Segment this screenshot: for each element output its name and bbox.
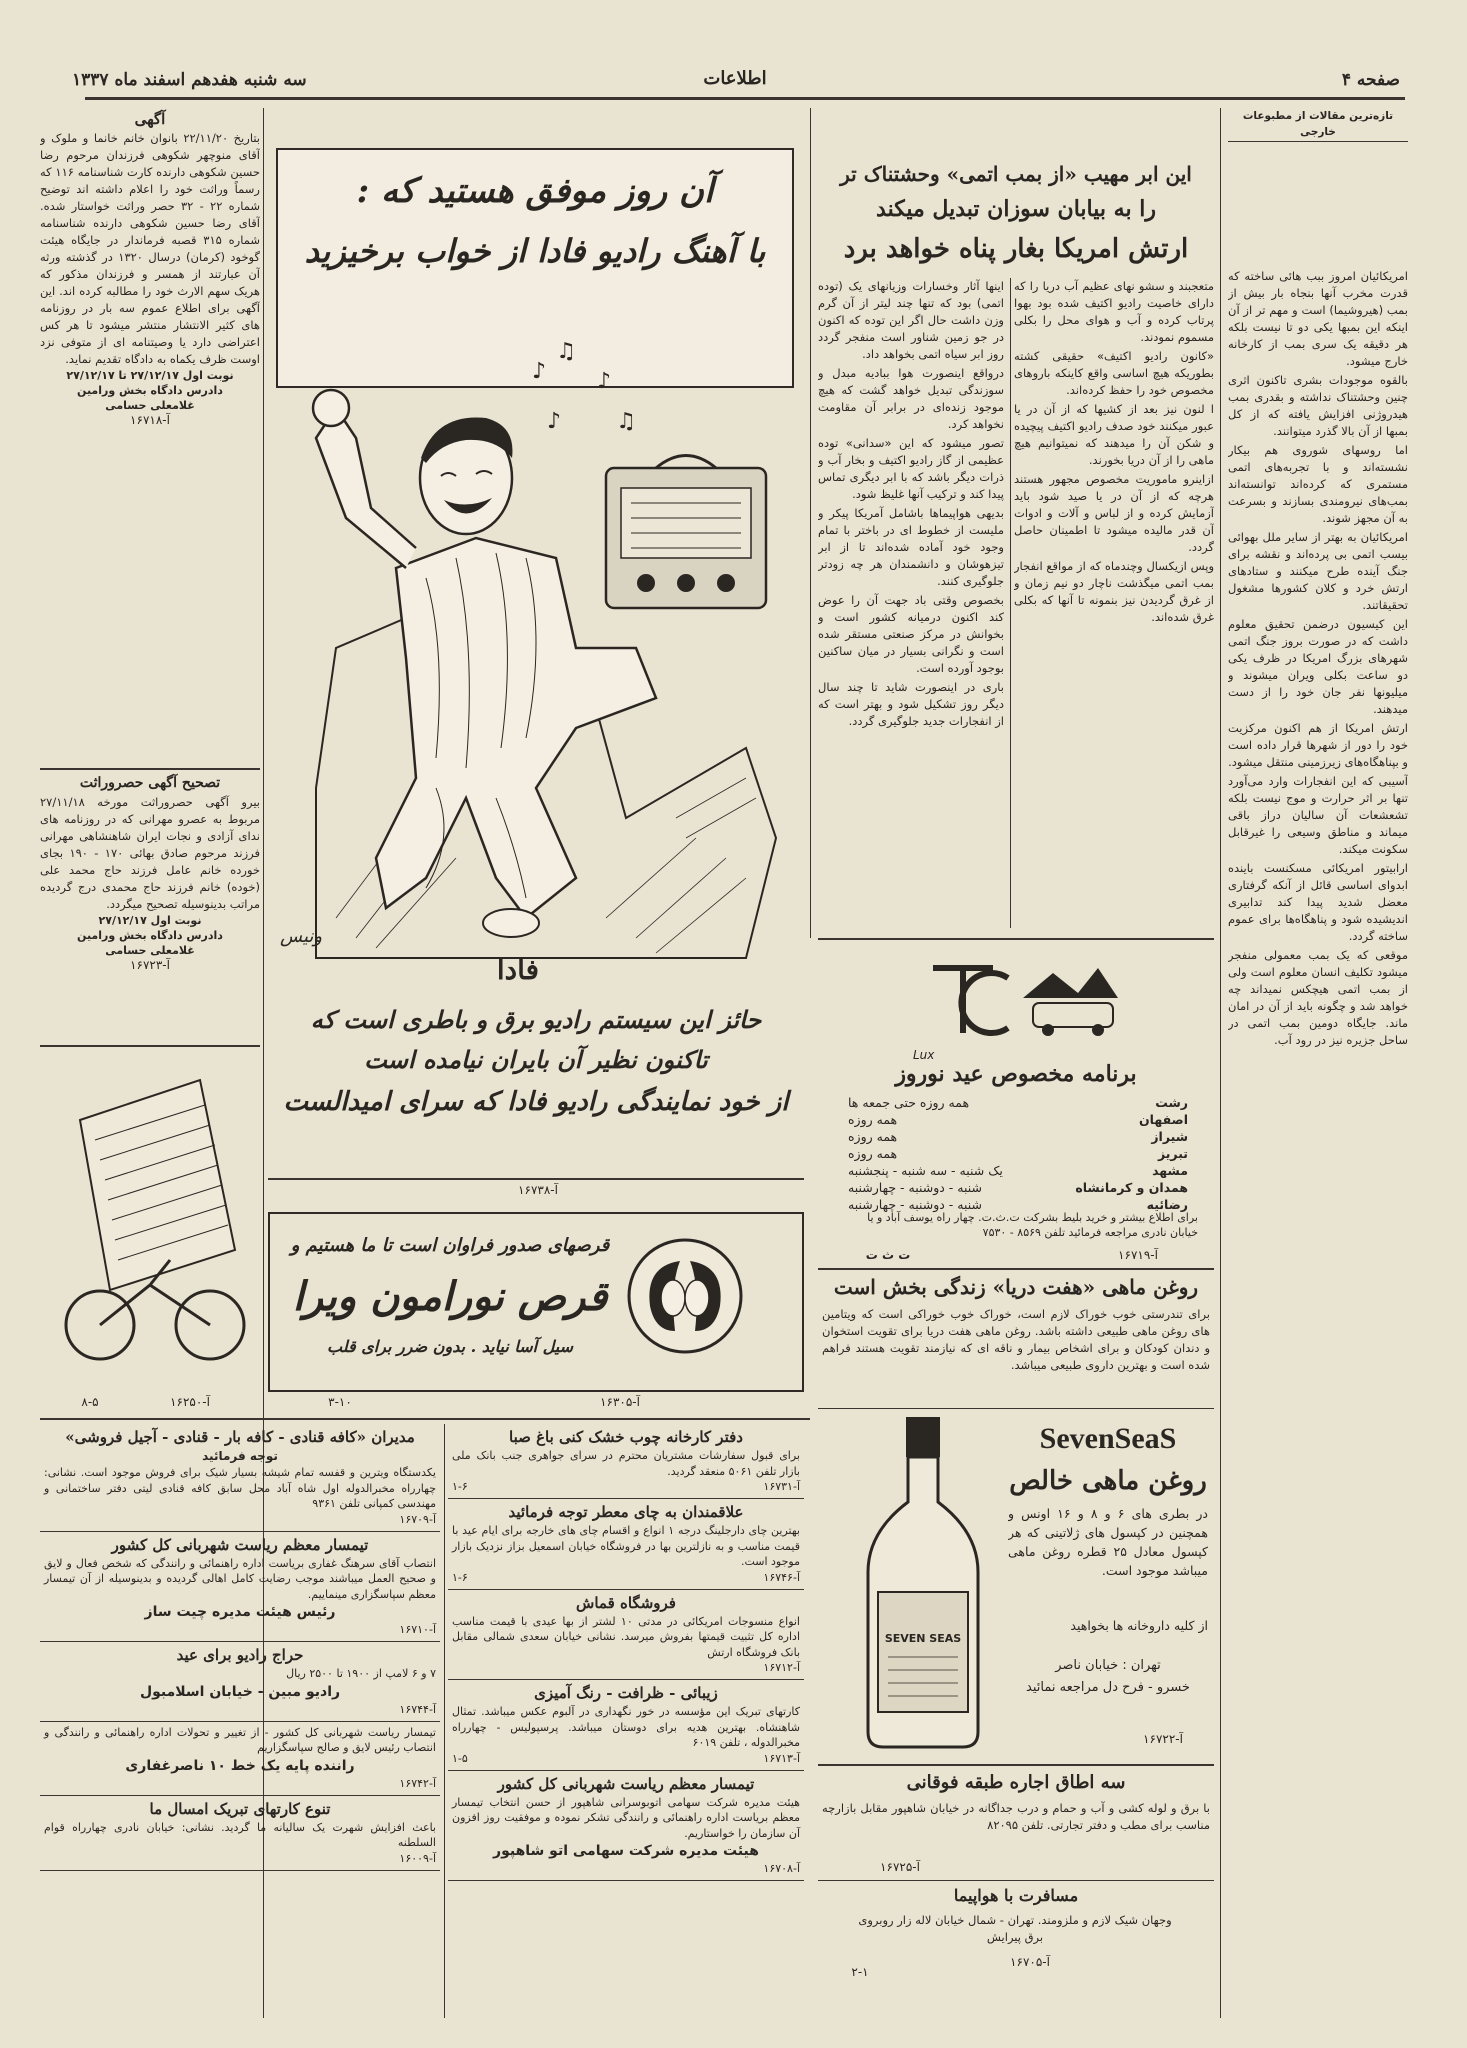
column-rule [1010, 278, 1011, 928]
ad-title: حراج رادیو برای عید [176, 1646, 304, 1664]
classified-ad [40, 1722, 440, 1796]
ad-codes [44, 1776, 436, 1791]
ad-code: آ-۱۶۷۰۵ [1010, 1955, 1050, 1969]
logo-caption: Lux [913, 1048, 935, 1062]
ad-body: هیئت مدیره شرکت سهامی اتوبوسرانی شاهپور از حسن انتخاب تیمسار معظم بریاست اداره راهنمائی و رانندگی تشکر نموده و موفقیت روز افزون آن سازمان را خواستاریم. [452, 1795, 800, 1840]
notice-sign: نوبت اول ۲۷/۱۲/۱۷ تا ۲۷/۱۲/۱۷ [66, 369, 234, 382]
ad-code: آ-۱۶۰۰۹ [399, 1851, 436, 1865]
section-rule [40, 1045, 260, 1047]
column-rule [1220, 108, 1221, 2018]
brand-name: فادا [496, 953, 540, 986]
schedule-days: شنبه - دوشنبه - چهارشنبه [848, 1197, 983, 1212]
schedule-days: همه روزه [848, 1112, 898, 1127]
paragraph: درواقع اینصورت هوا ببادیه مبدل و سوزندگی تبدیل خواهد گشت که هیچ موجود زنده‌ای در برابر آن مقاومت نخواهد کرد. [818, 366, 1004, 431]
address-line: تهران : خیابان ناصر [1055, 1658, 1161, 1673]
ad-code: ۳-۱۰ [328, 1395, 352, 1409]
vira-bottom-line: سیل آسا نیاید . بدون ضرر برای قلب [326, 1337, 574, 1356]
newspaper-name: اطلاعات [703, 68, 767, 89]
face-left [661, 1280, 685, 1316]
classified-ad [40, 1532, 440, 1643]
schedule-days: همه روزه [848, 1129, 898, 1144]
ad-body: برای قبول سفارشات مشتریان محترم در سرای جواهری جنب بانک ملی بازار تلفن ۵۰۶۱ منعقد گردید. [452, 1449, 800, 1478]
page-number: صفحه ۴ [1341, 70, 1400, 90]
header-rule [85, 97, 1405, 100]
notice-sign: دادرس دادگاه بخش ورامین [77, 384, 223, 397]
tc-ad-info: برای اطلاع بیشتر و خرید بلیط بشرکت ت.ث.ت. چهار راه یوسف آباد و یا خیابان نادری مراجعه فرمائید تلفن ۸۵۶۹ - ۷۵۳۰ [867, 1211, 1198, 1239]
rent-ad-body: با برق و لوله کشی و آب و حمام و درب جداگانه در خیابان شاهپور مقابل بازارچه مناسب برای مطب و دفتر تجارتی. تلفن ۸۲۰۹۵ [822, 1801, 1210, 1832]
ad-code: آ-۱۶۷۲۳ [130, 958, 170, 972]
classified-ad [448, 1771, 804, 1882]
section-rule [40, 1418, 810, 1420]
ad-title: دفتر کارخانه چوب خشک کنی باغ صبا [509, 1428, 743, 1446]
schedule-days: همه روزه [848, 1146, 898, 1161]
ad-code: آ-۱۶۷۰۸ [763, 1862, 800, 1875]
notice-title: آگهی [134, 110, 166, 128]
paragraph: بالقوه موجودات بشری تاکنون اثری چنین وحشتناک نداشته و بقدری بمب هیدروژنی افزایش یافته که از کل بمبها از آن بالا گذرد میتوانند. [1228, 373, 1408, 438]
fish-oil-title: روغن ماهی «هفت دریا» زندگی بخش است [833, 1275, 1199, 1299]
paragraph: ارابیتور امریکائی مسکنست باینده ابدوای اساسی قائل از آنکه گرفتاری معضل شدید پیدا کند تدابیری اندیشیده شود و پناهگاه‌ها برای عموم ساخته گردد. [1228, 861, 1408, 943]
schedule-row [848, 1162, 1188, 1179]
raised-arm [316, 408, 416, 568]
notice-sign: غلامعلی حسامی [105, 399, 195, 412]
bottle-label-text: SEVEN SEAS [884, 1632, 962, 1645]
legal-notice [40, 108, 260, 768]
travel-ad-body: وجهان شیک لازم و ملزومند. تهران - شمال خیابان لاله زار روبروی برق پیرایش [858, 1913, 1172, 1944]
ad-body: کارتهای تبریک این مؤسسه در خور نگهداری در آلبوم عکس میباشد. تمثال شاهنشاه. بهترین هدیه برای دوستان میباشد. پرسپولیس - چهارراه مخبرالدوله ، تلفن ۶۰۱۹ [452, 1705, 800, 1749]
section-rule [818, 938, 1214, 940]
schedule-city: همدان و کرمانشاه [1075, 1180, 1188, 1195]
svg-text:♪: ♪ [546, 409, 561, 434]
classified-ad [40, 1642, 440, 1722]
notice-body: بتاریخ ۲۲/۱۱/۲۰ بانوان خانم خانما و ملوک و آقای منوچهر شکوهی فرزندان مرحوم رضا حسین شکوهی دارنده کارت شناسنامه ۱۱۶ که رسماً وراثت خود را اعلام داشته اند توضیح شماره ۲۲ - ۳۲ حصر وراثت خواستار شده. آقای رضا حسین شکوهی دارنده شناسنامه شماره ۳۱۵ قصبه فرماندار در جایگاه هیئت گوخود (کرمان) درسال ۱۳۲۰ در گذشته ورثه آن عبارتند از همسر و فرزندان مذکور که هریک سهم الارث خود را مطالبه کرده اند. این آگهی برای اطلاع عموم سه بار در روزنامه های کثیر الانتشار منتشر میشود تا هر کس اعتراضی دارد یا وصیتنامه ای از متوفی نزد اوست ظرف یکماه به دادگاه تقدیم نماید. [40, 131, 260, 366]
paragraph: متعجبند و سشو نهای عظیم آب دریا را که دارای خاصیت رادیو اکتیف شده بود بهوا پرتاب کرده و آب و هوای محل را بکلی مسموم نمودند. [1014, 279, 1214, 344]
radio-fada-ad [268, 108, 804, 1206]
paragraph: باری در اینصورت شاید تا چند سال دیگر روز تشکیل شود و بهتر است که از انفجارات جدید جلوگیری گردد. [818, 680, 1004, 728]
ad-code: آ-۱۶۷۲۲ [1143, 1732, 1183, 1746]
paragraph: بخصوص وقتی باد جهت آن را عوض کند اکنون درمیانه کشور است و بخوانش در مرکز صنعتی مستقر شده است و نگرانی بسیار در میان ساکنین بوجود آورده است. [818, 593, 1004, 675]
paragraph: ا لنون نیز بعد از کشیها که از آن در یا عبور میکنند خود صدف رادیو اکتیف پیچیده و شکن آن را میدهند که نمیتوانیم هیچ ماهی را از آن دریا بخورند. [1014, 402, 1214, 467]
paragraph: امریکائیان به بهتر از سایر ملل بهوائی بیسب اتمی بی پرده‌اند و نقشه برای جنگ آینده طرح میکنند و ستادهای ارتش خرد و کلان کشورها مشغول تحقیقاتند. [1228, 530, 1408, 612]
ad-body: یکدستگاه ویترین و قفسه تمام شیشه بسیار شیک برای فروش موجود است. نشانی: چهارراه مخبرالدوله اول شاه آباد محل سابق کافه قنادی لیتی دفتر ساختمانی و مهندسی کمپانی تلفن ۹۳۶۱ [44, 1466, 436, 1510]
classified-ad [448, 1499, 804, 1590]
newspaper-stack [80, 1080, 235, 1290]
ad-code: ۲-۱ [851, 1965, 869, 1979]
ad-codes [452, 1570, 800, 1585]
vira-top-line: قرصهای صدور فراوان است تا ما هستیم و [290, 1235, 610, 1256]
ad-body: تیمسار ریاست شهربانی کل کشور - از تغییر و تحولات اداره راهنمائی و رانندگی و انتصاب رئیس لایق و صالح سپاسگزاریم [44, 1725, 436, 1754]
tc-logo [913, 948, 1123, 1048]
schedule-row [848, 1128, 1188, 1145]
lead-article-col-right [1014, 278, 1214, 933]
ad-line-1: حائز این سیستم رادیو برق و باطری است که [310, 1005, 762, 1034]
section-rule [40, 768, 260, 770]
radio-handle [656, 456, 716, 469]
classified-ad [448, 1590, 804, 1681]
car-icon [1033, 1003, 1113, 1027]
fish-oil-body: برای تندرستی خوب خوراک لازم است، خوراک خوب خوراکی است که ویتامین های روغن ماهی طبیعی داشته باشد. روغن ماهی هفت دریا برای تقویت استخوان و دندان کودکان و برای اشخاص بیمار و ناقه ای که نیازمند تقویت هستند فراهم شده است و بهترین داروی طبیعی میباشد. [822, 1307, 1210, 1372]
ad-slogan-2: با آهنگ رادیو فادا از خواب برخیزید [304, 232, 766, 270]
bottle-illustration [848, 1412, 998, 1752]
paragraph: آسیبی که این انفجارات وارد می‌آورد تنها بر اثر حرارت و موج نیست بلکه تشعشعات آن سالیان دراز باقی میماند و مناطق وسیعی را غیرقابل سکونت میکند. [1228, 774, 1408, 856]
ad-code: آ-۱۶۷۱۹ [1118, 1248, 1158, 1262]
travel-ad-title: مسافرت با هواپیما [953, 1886, 1079, 1905]
artist-signature: ونیس [280, 926, 323, 947]
ad-signature: راننده پایه یک خط ۱۰ ناصرغفاری [125, 1757, 355, 1774]
newspaper-cyclist-illustration [50, 1060, 250, 1370]
ad-codes [44, 1702, 436, 1717]
ad-body: باعث افزایش شهرت یک سالیانه ما گردید. نشانی: خیابان نادری چهارراه قوام السلطنه [44, 1820, 436, 1849]
ad-code: آ-۱۶۷۲۵ [880, 1860, 920, 1874]
ad-code: آ-۱۶۷۱۰ [399, 1623, 436, 1636]
ad-code: آ-۱۶۷۳۱ [763, 1480, 800, 1493]
tc-badge: ت ث ت [865, 1248, 911, 1262]
ad-code: ۱-۵ [452, 1751, 468, 1765]
column-rule [444, 1424, 445, 2018]
ad-line-2: تاکنون نظیر آن بایران نیامده است [364, 1045, 708, 1074]
ad-body: انواع منسوجات امریکائی در مدتی ۱۰ لشتر از بها عیدی با قیمت مناسب اداره کل تثبیت قیمتها بفروش میرسد. نشانی خیابان سعدی شمالی مقابل بانک فروشگاه ارتش [452, 1614, 800, 1659]
kicker-line [1228, 140, 1408, 142]
paragraph: «کانون رادیو اکتیف» حقیقی کشته بطوریکه هیچ اساسی واقع کاینکه باروهای مخصوص خود را حفظ کرده‌اند. [1014, 349, 1214, 397]
svg-text:♫: ♫ [556, 339, 576, 364]
man-with-radio-illustration [276, 318, 796, 968]
bottle-cap [906, 1417, 940, 1457]
ad-line-3: از خود نمایندگی رادیو فادا که سرای امیدالست [283, 1087, 789, 1117]
fist [313, 390, 349, 426]
paragraph: اما روسهای شوروی هم بیکار نشسته‌اند و با تجربه‌های اتمی مستمری که کرده‌اند توانسته‌اند بمب‌های نیرومندی بسازند و بسرعت به آن مجهز شوند. [1228, 443, 1408, 525]
paragraph: اینها آثار وخسارات وزیانهای یک (توده اتمی) بود که تنها چند لیتر از آن گرم وزن داشت حال اگر این توده که اکنون در جو زمین شناور است منفجر گردد روز ابر سیاه اتمی بخواهد داد. [818, 279, 1004, 361]
ad-signature: رادیو مبین - خیابان اسلامبول [139, 1683, 341, 1700]
ad-code: آ-۱۶۷۰۹ [399, 1512, 436, 1526]
two-faces-illustration [625, 1236, 745, 1356]
svg-text:♫: ♫ [616, 409, 636, 434]
left-small-ads [40, 1424, 440, 2018]
paragraph: تصور میشود که این «سدانی» توده عظیمی از گاز رادیو اکتیف و بخار آب و ذرات دیگر باشد که با ابر دیگری تماس پیدا کند و ترکیب آنها غلیظ شود. [818, 436, 1004, 501]
section-rule [818, 1408, 1214, 1409]
schedule-row [848, 1179, 1188, 1196]
ad-codes [44, 1512, 436, 1527]
schedule-row [848, 1111, 1188, 1128]
schedule-row [848, 1094, 1188, 1111]
ad-code: آ-۱۶۷۴۴ [399, 1702, 436, 1716]
kicker-line: تازه‌ترین مقالات از مطبوعات خارجی [1242, 110, 1394, 138]
seven-seas-stock: از کلیه داروخانه ها بخواهید [1070, 1618, 1208, 1633]
section-rule [818, 1764, 1214, 1766]
foot [483, 909, 539, 937]
paragraph: بدیهی هواپیماها باشامل آمریکا پیکر و ملیست از خطوط ای در باختر با تمام وجود خود آماده شده‌اند تا از ابر تیزهوشان و دانشمندان هر چه زودتر جلوگیری کنند. [818, 506, 1004, 588]
ad-title: مدیران «کافه قنادی - کافه بار - قنادی - آجیل فروشی» [65, 1428, 415, 1446]
logo-letter-c [961, 973, 1008, 1033]
paragraph: ارتش امریکا از هم اکنون مرکزیت خود را دور از شهرها قرار داده است و بپناهگاه‌های زیرزمینی منتقل میشود. [1228, 721, 1408, 769]
svg-text:♪: ♪ [531, 359, 546, 384]
radio-knob [717, 574, 735, 592]
ad-title: تیمسار معظم ریاست شهربانی کل کشور [111, 1535, 369, 1554]
correction-title: تصحیح آگهی حصروراثت [79, 775, 221, 791]
correction-sign: غلامعلی حسامی [105, 944, 195, 957]
mountains-icon [1023, 968, 1118, 998]
headline-line-2: را به بیابان سوزان تبدیل میکند [876, 196, 1156, 222]
schedule-city: رشت [1155, 1095, 1188, 1110]
ad-code: آ-۱۶۷۱۲ [763, 1661, 800, 1674]
ad-code: آ-۱۶۷۴۶ [763, 1570, 800, 1584]
ad-code: آ-۱۶۷۴۲ [399, 1776, 436, 1790]
schedule-table [848, 1094, 1188, 1214]
face-right [685, 1280, 709, 1316]
ad-codes [44, 1851, 436, 1866]
vira-product-name: قرص نورامون ویرا [292, 1273, 608, 1320]
address-line: خسرو - فرح دل مراجعه نمائید [1026, 1680, 1190, 1695]
vira-pill-ad [268, 1212, 804, 1392]
ad-code: ۸-۵ [81, 1395, 99, 1409]
ad-signature: هیئت مدیره شرکت سهامی اتو شاهپور [493, 1843, 759, 1859]
ad-codes [44, 1622, 436, 1637]
headline-line-1: این ابر مهیب «از بمب اتمی» وحشتناک تر [840, 162, 1192, 186]
headline-line-3: ارتش امریکا بغار پناه خواهد برد [843, 234, 1189, 264]
ad-slogan-1: آن روز موفق هستید که : [356, 171, 714, 211]
schedule-days: شنبه - دوشنبه - چهارشنبه [848, 1180, 983, 1195]
ad-code: آ-۱۶۷۱۸ [130, 413, 170, 427]
ad-body: ۷ و ۶ لامپ از ۱۹۰۰ تا ۲۵۰۰ ریال [286, 1667, 436, 1680]
rent-ad-title: سه اطاق اجاره طبقه فوقانی [906, 1772, 1126, 1793]
ad-code: آ-۱۶۲۵۰ [170, 1395, 210, 1409]
classified-ad [40, 1424, 440, 1532]
section-rule [268, 1178, 804, 1180]
schedule-days: همه روزه حتی جمعه ها [848, 1095, 970, 1110]
ad-title: تنوع کارتهای تبریک امسال ما [149, 1799, 331, 1818]
article-kicker [1228, 108, 1408, 142]
paragraph: امریکائیان امروز ببب هائی ساخته که قدرت مخرب آنها بنجاه بار بیش از بمب (هیروشیما) است و مهم تر از آن اینکه این بمبها یکی دو تا نیست بلکه هر دقیقه یک سری بمب از کارخانه خارج میشود. [1228, 269, 1408, 368]
radio-knob [677, 574, 695, 592]
correction-sign: دادرس دادگاه بخش ورامین [77, 929, 223, 942]
section-rule [818, 1268, 1214, 1270]
seven-seas-body: در بطری های ۶ و ۸ و ۱۶ اونس و همچنین در کپسول های ژلاتینی که هر کپسول معادل ۲۵ قطره روغن ماهی میباشد موجود است. [1008, 1506, 1208, 1578]
ad-title: فروشگاه قماش [576, 1593, 676, 1612]
ad-code: آ-۱۶۷۱۳ [763, 1751, 800, 1765]
ad-code: ۱-۶ [452, 1570, 468, 1584]
ad-signature: رئیس هیئت مدیره چیت ساز [144, 1604, 336, 1620]
lead-article-col-left [818, 278, 1004, 933]
schedule-row [848, 1145, 1188, 1162]
schedule-city: رضائیه [1146, 1197, 1188, 1212]
ad-title: علاقمندان به چای معطر توجه فرمائید [508, 1503, 744, 1521]
ad-codes [452, 1861, 800, 1876]
ad-title: تیمسار معظم ریاست شهربانی کل کشور [497, 1774, 755, 1793]
brand-name: SevenSeaS [1039, 1422, 1177, 1455]
schedule-city: شیراز [1151, 1129, 1188, 1144]
tc-ad-title: برنامه مخصوص عید نوروز [895, 1061, 1137, 1087]
column-rule [810, 108, 811, 938]
paragraph: وپس ازیکسال وچندماه که از مواقع انفجار بمب اتمی میگذشت ناچار دو نیم زمان و از غرق گردیدن نیز بنمونه تا آنها که بکلی غرق شده‌اند. [1014, 559, 1214, 624]
ad-code: ۱-۶ [452, 1480, 468, 1493]
ad-body: انتصاب آقای سرهنگ غفاری بریاست اداره راهنمائی و رانندگی که شخص فعال و لایق و صحیح العمل میباشند موجب رضایت کامل اهالی گردیده و بدینوسیله از آن تیمسار معظم سپاسگزاری مینماییم. [44, 1556, 436, 1601]
issue-date: سه شنبه هفدهم اسفند ماه ۱۳۳۷ [72, 70, 307, 90]
ad-subtitle: توجه فرمائید [202, 1449, 278, 1463]
paragraph: ازاینرو ماموریت مخصوص مجهور هستند هرچه که از آن در یا صید شود باید آزمایش کرده و از لباس و آلات و ادوات آن قدر مالیده میشود تا اطمینان حاصل گردد. [1014, 472, 1214, 554]
music-notes [532, 339, 636, 434]
classified-ad [448, 1424, 804, 1499]
radio-knob [637, 574, 655, 592]
section-rule [818, 1880, 1214, 1881]
ad-body: بهترین چای دارجلینگ درجه ۱ انواع و اقسام چای های خارجه برای ایام عید با قیمت مناسب و به نازلترین بها در فروشگاه خیابان اسمعیل بزاز نزدیک بازار موجود است. [452, 1524, 800, 1568]
schedule-city: مشهد [1152, 1163, 1188, 1178]
correction-notice [40, 772, 260, 1042]
correction-sign: نوبت اول ۲۷/۱۲/۱۷ [98, 914, 202, 927]
ad-code: آ-۱۶۷۳۸ [518, 1183, 558, 1197]
ad-codes [452, 1660, 800, 1675]
classified-ad [40, 1796, 440, 1871]
schedule-days: یک شنبه - سه شنبه - پنجشنبه [848, 1163, 1003, 1178]
ad-codes [452, 1479, 800, 1494]
ad-title: زیبائی - ظرافت - رنگ آمیزی [534, 1684, 718, 1702]
paragraph: این کیسیون درضمن تحقیق معلوم داشت که در صورت بروز جنگ اتمی شهرهای بزرگ امریکا در ظرف یکی دو ساعت بکلی ویران میشوند و میلیونها نفر جان خود را از دست میدهند. [1228, 617, 1408, 716]
mid-small-ads [448, 1424, 804, 2018]
bottle-label [878, 1592, 968, 1712]
ad-code: آ-۱۶۳۰۵ [600, 1395, 640, 1409]
schedule-city: اصفهان [1139, 1112, 1188, 1127]
correction-body: بیرو آگهی حصروراثت مورخه ۲۷/۱۱/۱۸ مربوط به عصرو مهرانی که در روزنامه های ندای آزادی و نجات ایران شاهنشاهی مهرانی فرزند مرحوم صادق بهائی ۱۷۰ - ۱۹۰ بجای خورده خانم عامل فرزند حاج محمد علی (خوده) خانم فرزند حاج محمدی درج گردیده مراتب بدینوسیله تصحیح میگردد. [40, 795, 260, 911]
paragraph: موقعی که یک بمب معمولی منفجر میشود تکلیف انسان معلوم است ولی از بمب اتمی هیچکس نمیداند چه خواهد شد و چگونه باید از آن در امان ماند. جایگاه دومین بمب اتمی در ساحل جزیره نیز در رود آب. [1228, 948, 1408, 1047]
ad-codes [452, 1751, 800, 1766]
svg-text:♪: ♪ [596, 369, 611, 394]
travel-company-ad [818, 948, 1214, 1268]
seven-seas-title: روغن ماهی خالص [1009, 1466, 1207, 1496]
seven-seas-ad [818, 1412, 1214, 1762]
classified-ad [448, 1680, 804, 1771]
schedule-city: تبریز [1157, 1146, 1188, 1161]
right-column-text [1228, 268, 1408, 2018]
